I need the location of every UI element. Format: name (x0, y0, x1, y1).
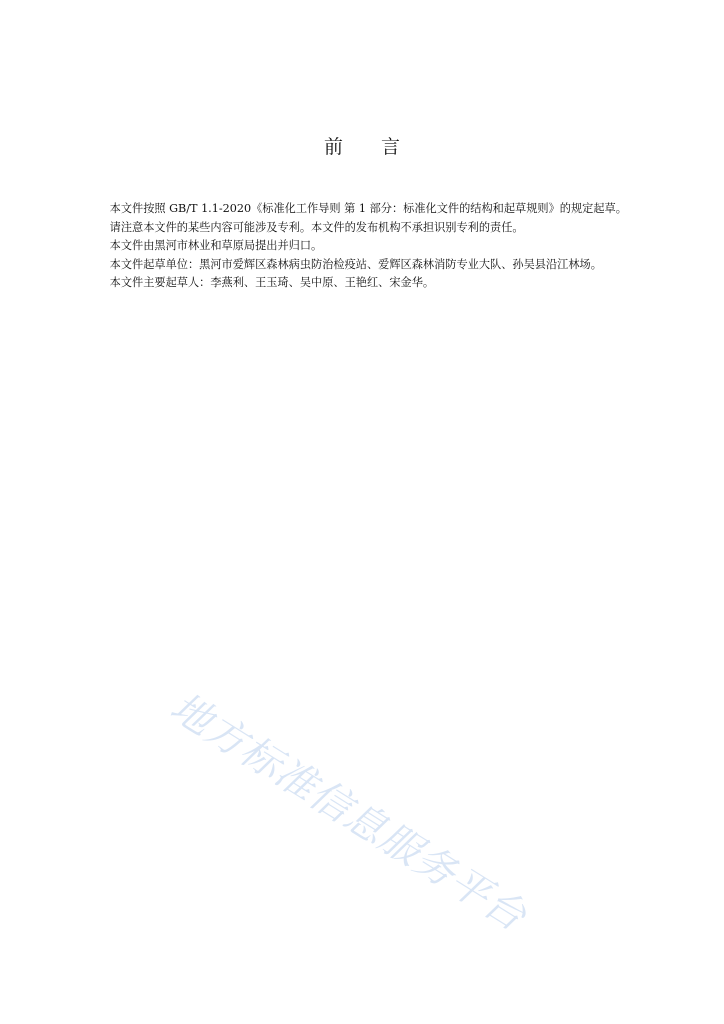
paragraph-drafters: 本文件主要起草人：李燕利、王玉琦、吴中原、王艳红、宋金华。 (109, 276, 435, 289)
paragraph-proposer: 本文件由黑河市林业和草原局提出并归口。 (109, 239, 323, 252)
foreword-body (85, 200, 638, 293)
watermark: 地方标准信息服务平台 (162, 684, 535, 941)
title-char-1: 前 (323, 136, 343, 158)
paragraph-drafting-rules: 本文件按照 GB/T 1.1-2020《标准化工作导则 第 1 部分：标准化文件的结构和起草规则》的规定起草。 (109, 202, 627, 215)
page-title (0, 136, 724, 158)
title-char-2: 言 (381, 136, 401, 158)
paragraph-patent-notice: 请注意本文件的某些内容可能涉及专利。本文件的发布机构不承担识别专利的责任。 (109, 220, 524, 234)
paragraph-drafting-units: 本文件起草单位：黑河市爱辉区森林病虫防治检疫站、爱辉区森林消防专业大队、孙吴县沿江林场。 (109, 257, 602, 271)
